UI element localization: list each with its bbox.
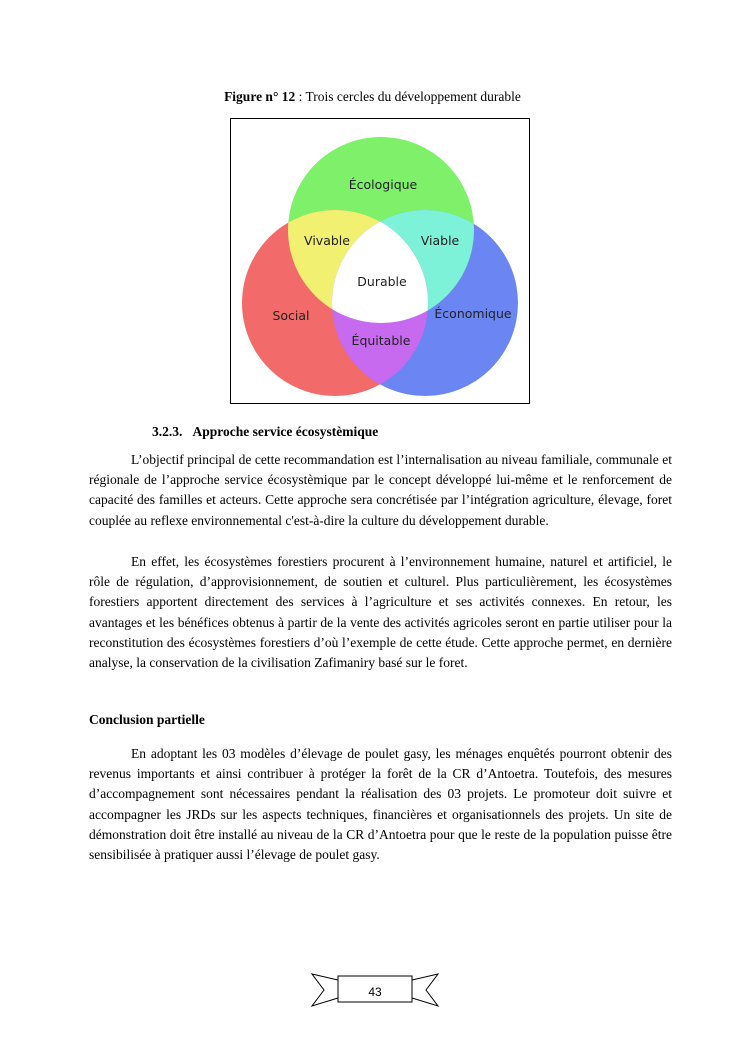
page-number: 43 <box>368 985 382 999</box>
label-durable: Durable <box>357 274 407 289</box>
paragraph-2-text: En effet, les écosystèmes forestiers procurent à l’environnement humaine, naturel et artificiel, le rôle de régulation, d’approvisionnement, de soutien et culturel. Plus particulièrement, les écosystèmes forestiers apportent directement des services à l’agriculture et ses activités connexes. En retour, les avantages et les bénéfices obtenus à partir de la vente des activités agricoles seront en partie utiliser pour la reconstitution des écosystèmes forestiers d’où l’exemple de cette étude. Cette approche permet, en dernière analyse, la conservation de la civilisation Zafimaniry basé sur le foret. <box>89 554 672 671</box>
label-vivable: Vivable <box>304 233 350 248</box>
venn-diagram-frame <box>230 118 530 404</box>
conclusion-heading: Conclusion partielle <box>89 712 205 727</box>
section-number: 3.2.3. <box>152 424 183 439</box>
label-economique: Économique <box>434 306 512 321</box>
paragraph-1-text: L’objectif principal de cette recommandation est l’internalisation au niveau familiale, communale et régionale de l’approche service écosystèmique par le concept développé lui-même et le renforcement de capacité des familles et acteurs. Cette approche sera concrétisée par l’intégration agriculture, élevage, foret couplée au reflexe environnemental c'est-à-dire la culture du développement durable. <box>89 452 672 528</box>
paragraph-3 <box>89 744 672 865</box>
figure-caption <box>0 89 745 105</box>
paragraph-3-text: En adoptant les 03 modèles d’élevage de poulet gasy, les ménages enquêtés pourront obtenir des revenus importants et ainsi contribuer à protéger la forêt de la CR d’Antoetra. Toutefois, des mesures d’accompagnement sont nécessaires pendant la réalisation des 03 projets. Le promoteur doit suivre et accompagner les JRDs sur les aspects techniques, financières et organisationnels des projets. Un site de démonstration doit être installé au niveau de la CR d’Antoetra pour que le reste de la population puisse être sensibilisée à pratiquer aussi l’élevage de poulet gasy. <box>89 746 672 863</box>
section-heading <box>152 424 378 440</box>
label-ecologique: Écologique <box>348 177 418 192</box>
label-equitable: Équitable <box>351 333 411 348</box>
label-viable: Viable <box>420 233 460 248</box>
venn-diagram <box>231 119 529 403</box>
section-title: Approche service écosystèmique <box>192 424 379 439</box>
page-number-banner <box>310 968 440 1012</box>
figure-caption-text: : Trois cercles du développement durable <box>295 89 521 104</box>
label-social: Social <box>272 308 310 323</box>
paragraph-2 <box>89 552 672 673</box>
figure-caption-number: Figure n° 12 <box>224 89 296 104</box>
paragraph-1 <box>89 450 672 531</box>
